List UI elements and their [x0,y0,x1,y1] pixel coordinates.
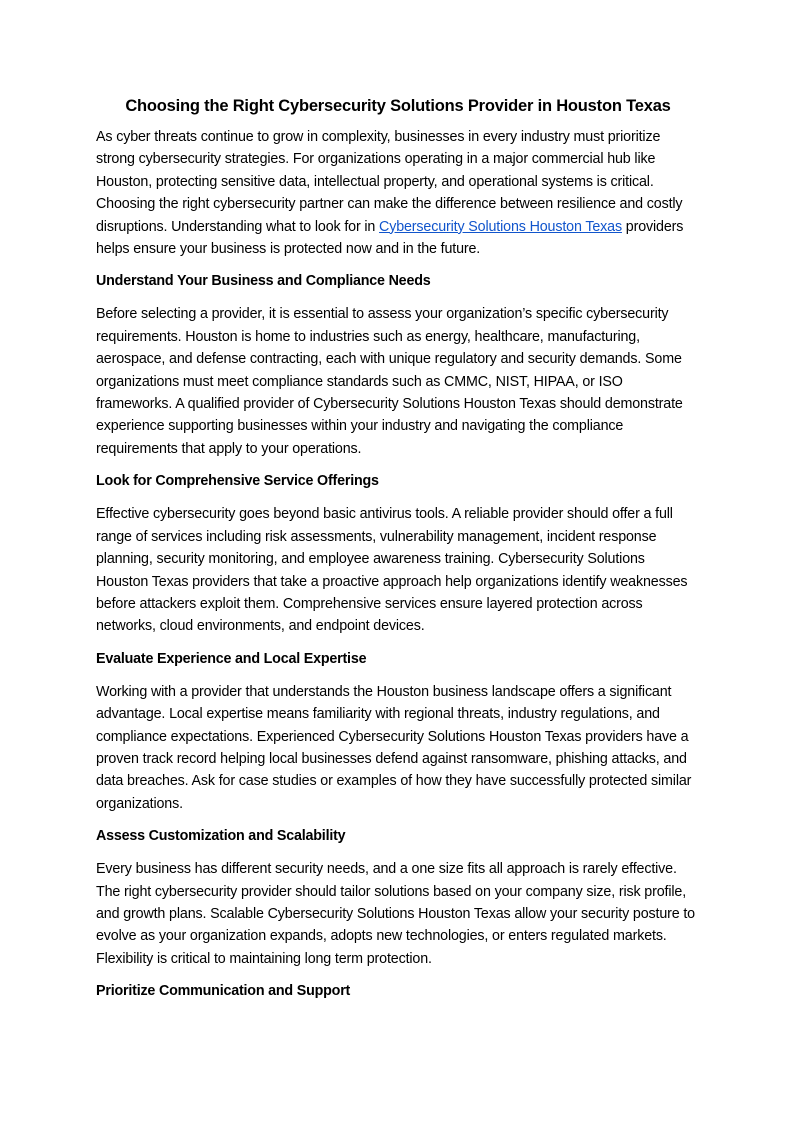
section-heading-compliance: Understand Your Business and Compliance Needs [96,273,431,290]
section-body-services: Effective cybersecurity goes beyond basic antivirus tools. A reliable provider should offer a full range of services including risk assessments, vulnerability management, incident response planning, security monitoring, and employee awareness training. Cybersecurity Solutions Houston Texas providers that take a proactive approach help organizations identify weaknesses before attackers exploit them. Comprehensive services ensure layered protection across networks, cloud environments, and endpoint devices. [96,506,688,635]
section-body-compliance: Before selecting a provider, it is essential to assess your organization’s specific cybersecurity requirements. Houston is home to industries such as energy, healthcare, manufacturing, aerospace, and defense contracting, each with unique regulatory and security demands. Some organizations must meet compliance standards such as CMMC, NIST, HIPAA, or ISO frameworks. A qualified provider of Cybersecurity Solutions Houston Texas should demonstrate experience supporting businesses within your industry and navigating the compliance requirements that apply to your operations. [96,306,683,457]
intro-text-before-link: As cyber threats continue to grow in complexity, businesses in every industry must prioritize strong cybersecurity strategies. For organizations operating in a major commercial hub like Houston, protecting sensitive data, intellectual property, and operational systems is critical. Choosing the right cybersecurity partner can make the difference between resilience and costly disruptions. Understanding what to look for in [96,129,683,235]
section-heading-experience: Evaluate Experience and Local Expertise [96,650,367,667]
section-body-customization: Every business has different security needs, and a one size fits all approach is rarely effective. The right cybersecurity provider should tailor solutions based on your company size, risk profile, and growth plans. Scalable Cybersecurity Solutions Houston Texas allow your security posture to evolve as your organization expands, adopts new technologies, or enters regulated markets. Flexibility is critical to maintaining long term protection. [96,861,695,967]
document-page [96,94,700,1013]
section-heading-customization: Assess Customization and Scalability [96,828,346,845]
section-heading-communication: Prioritize Communication and Support [96,983,351,1000]
cybersecurity-solutions-link[interactable]: Cybersecurity Solutions Houston Texas [379,218,622,235]
section-body-experience: Working with a provider that understands the Houston business landscape offers a significant advantage. Local expertise means familiarity with regional threats, industry regulations, and compliance expectations. Experienced Cybersecurity Solutions Houston Texas providers have a proven track record helping local businesses defend against ransomware, phishing attacks, and data breaches. Ask for case studies or examples of how they have successfully protected similar organizations. [96,683,692,812]
page-title: Choosing the Right Cybersecurity Solutions Provider in Houston Texas [125,97,671,115]
section-heading-services: Look for Comprehensive Service Offerings [96,473,379,490]
intro-text-after-link: providers helps ensure your business is protected now and in the future. [96,218,684,258]
intro-paragraph [96,126,700,260]
